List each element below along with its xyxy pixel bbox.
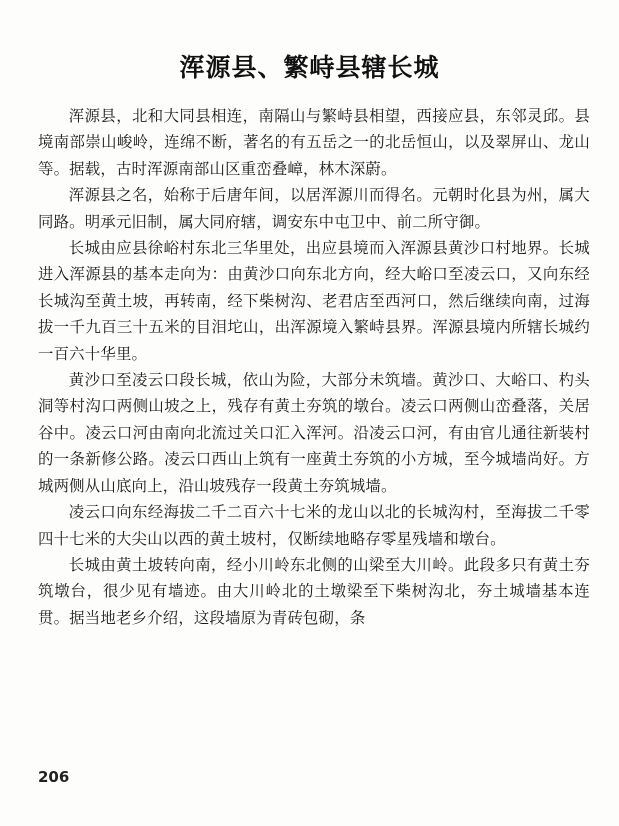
- paragraph: 凌云口向东经海拔二千二百六十七米的龙山以北的长城沟村，至海拔二千零四十七米的大尖山以西的黄土坡村，仅断续地略存零星残墙和墩台。: [38, 503, 590, 548]
- paragraph: 长城由应县徐峪村东北三华里处，出应县境而入浑源县黄沙口村地界。长城进入浑源县的基本走向为：由黄沙口向东北方向，经大峪口至凌云口，又向东经长城沟至黄土坡，再转南，经下柴树沟、老君店至西河口，然后继续向南，过海拔一千九百三十五米的目泪坨山，出浑源境入繁峙县界。浑源县境内所辖长城约一百六十华里。: [38, 239, 590, 363]
- paragraph: 浑源县之名，始称于后唐年间，以居浑源川而得名。元朝时化县为州，属大同路。明承元旧制，属大同府辖，调安东中屯卫中、前二所守御。: [38, 186, 590, 231]
- page-title: 浑源县、繁峙县辖长城: [179, 53, 440, 82]
- body-text: [38, 103, 590, 631]
- paragraph: 黄沙口至凌云口段长城，依山为险，大部分未筑墙。黄沙口、大峪口、杓头洞等村沟口两侧山坡之上，残存有黄土夯筑的墩台。凌云口两侧山峦叠落，关居谷中。凌云口河由南向北流过关口汇入浑河。沿凌云口河，有由官儿通往新装村的一条新修公路。凌云口西山上筑有一座黄土夯筑的小方城，至今城墙尚好。方城两侧从山底向上，沿山坡残存一段黄土夯筑城墙。: [38, 371, 590, 495]
- paragraph: 浑源县，北和大同县相连，南隔山与繁峙县相望，西接应县，东邻灵邱。县境南部崇山峻岭，连绵不断，著名的有五岳之一的北岳恒山，以及翠屏山、龙山等。据载，古时浑源南部山区重峦叠嶂，林木深蔚。: [38, 107, 590, 178]
- paragraph: 长城由黄土坡转向南，经小川岭东北侧的山梁至大川岭。此段多只有黄土夯筑墩台，很少见有墙迹。由大川岭北的土墩梁至下柴树沟北，夯土城墙基本连贯。据当地老乡介绍，这段墙原为青砖包砌，条: [38, 555, 590, 627]
- page-number: 206: [38, 768, 70, 786]
